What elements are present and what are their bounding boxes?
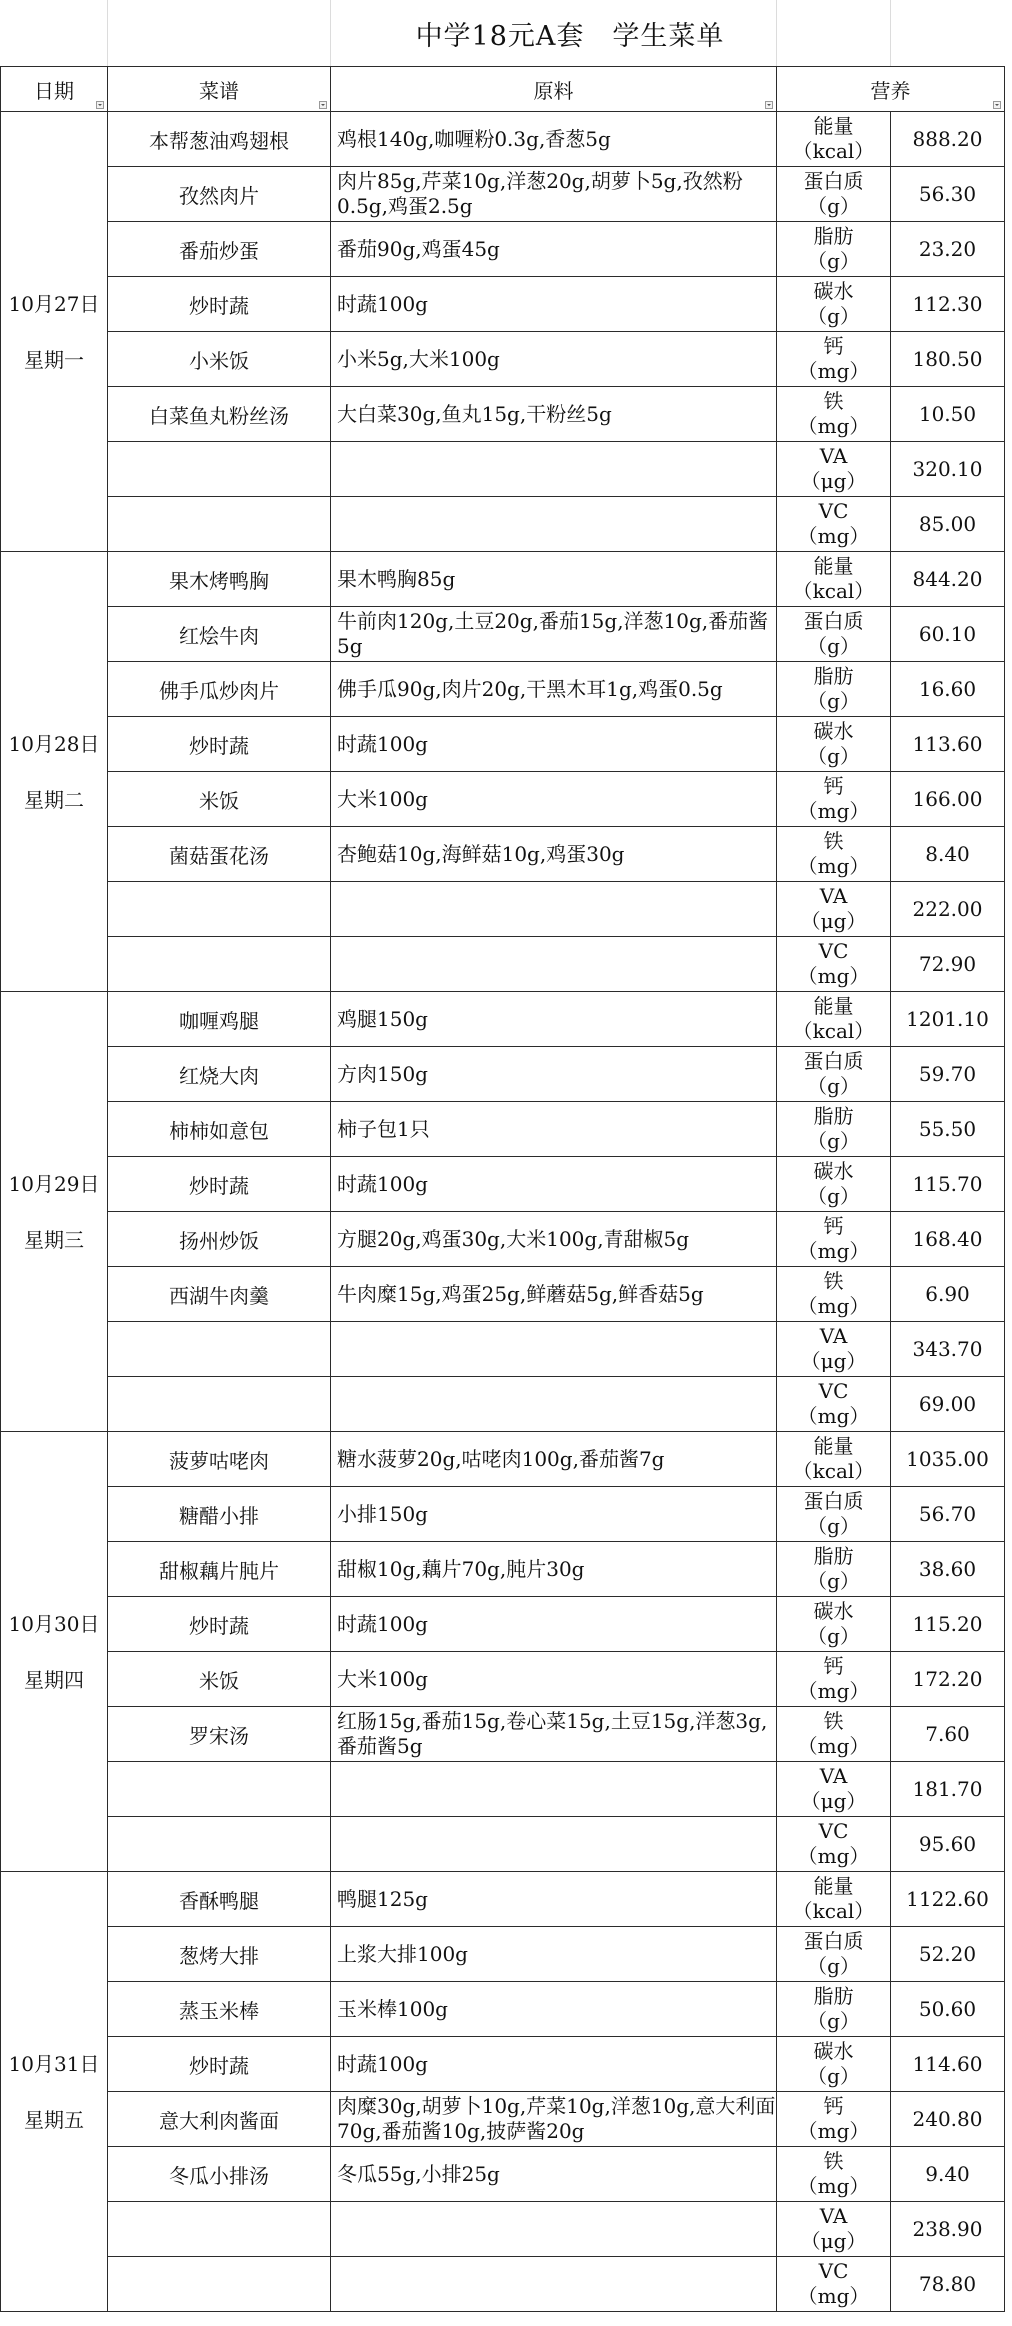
ingredients-cell[interactable]: 小米5g,大米100g (331, 332, 777, 387)
table-row (1, 1597, 1005, 1652)
nutrient-value-cell[interactable]: 181.70 (891, 1762, 1005, 1817)
title-row (0, 0, 1012, 66)
dish-name-cell[interactable]: 扬州炒饭 (108, 1212, 331, 1267)
table-row (1, 442, 1005, 497)
nutrient-value-cell[interactable]: 343.70 (891, 1322, 1005, 1377)
nutrient-name-cell[interactable]: 碳水 （g） (777, 717, 891, 772)
nutrient-name-cell[interactable]: 能量 （kcal） (777, 1432, 891, 1487)
weekday-label: 星期三 (24, 1227, 84, 1252)
weekday-label: 星期二 (24, 787, 84, 812)
table-row (1, 992, 1005, 1047)
date-label: 10月27日 (8, 291, 100, 316)
dish-name-cell[interactable]: 罗宋汤 (108, 1707, 331, 1762)
ingredients-cell[interactable]: 甜椒10g,藕片70g,肫片30g (331, 1542, 777, 1597)
nutrient-value-cell[interactable]: 112.30 (891, 277, 1005, 332)
ingredients-cell[interactable] (331, 497, 777, 552)
ingredients-cell[interactable]: 玉米棒100g (331, 1982, 777, 2037)
table-row (1, 1762, 1005, 1817)
dish-name-cell[interactable] (108, 497, 331, 552)
ingredients-cell[interactable]: 红肠15g,番茄15g,卷心菜15g,土豆15g,洋葱3g,番茄酱5g (331, 1707, 777, 1762)
dish-name-cell[interactable]: 香酥鸭腿 (108, 1872, 331, 1927)
nutrient-value-cell[interactable]: 6.90 (891, 1267, 1005, 1322)
table-row (1, 1817, 1005, 1872)
dish-name-cell[interactable]: 米饭 (108, 772, 331, 827)
dish-name-cell[interactable]: 炒时蔬 (108, 717, 331, 772)
nutrient-value-cell[interactable]: 222.00 (891, 882, 1005, 937)
ingredients-cell[interactable]: 上浆大排100g (331, 1927, 777, 1982)
table-row (1, 662, 1005, 717)
nutrient-name-cell[interactable]: VC （mg） (777, 937, 891, 992)
nutrient-value-cell[interactable]: 1201.10 (891, 992, 1005, 1047)
ingredients-cell[interactable]: 糖水菠萝20g,咕咾肉100g,番茄酱7g (331, 1432, 777, 1487)
nutrient-name-cell[interactable]: 碳水 （g） (777, 1597, 891, 1652)
nutrient-value-cell[interactable]: 113.60 (891, 717, 1005, 772)
table-row (1, 717, 1005, 772)
table-row (1, 882, 1005, 937)
weekday-label: 星期五 (24, 2107, 84, 2132)
ingredients-cell[interactable]: 大米100g (331, 1652, 777, 1707)
nutrient-name-cell[interactable]: 能量 （kcal） (777, 992, 891, 1047)
nutrient-value-cell[interactable]: 1122.60 (891, 1872, 1005, 1927)
nutrient-name-cell[interactable]: 能量 （kcal） (777, 1872, 891, 1927)
table-row (1, 1872, 1005, 1927)
nutrient-value-cell[interactable]: 78.80 (891, 2257, 1005, 2312)
ingredients-cell[interactable]: 大米100g (331, 772, 777, 827)
nutrient-name-cell[interactable]: 脂肪 （g） (777, 1542, 891, 1597)
dish-name-cell[interactable]: 糖醋小排 (108, 1487, 331, 1542)
nutrient-name-cell[interactable]: VC （mg） (777, 2257, 891, 2312)
dish-name-cell[interactable] (108, 1817, 331, 1872)
dish-name-cell[interactable]: 炒时蔬 (108, 277, 331, 332)
nutrient-name-cell[interactable]: 铁 （mg） (777, 1267, 891, 1322)
filter-dropdown-icon[interactable] (319, 101, 327, 109)
table-row (1, 2092, 1005, 2147)
dish-name-cell[interactable] (108, 1762, 331, 1817)
ingredients-cell[interactable]: 时蔬100g (331, 277, 777, 332)
dish-name-cell[interactable] (108, 882, 331, 937)
ingredients-cell[interactable]: 冬瓜55g,小排25g (331, 2147, 777, 2202)
ingredients-cell[interactable]: 方腿20g,鸡蛋30g,大米100g,青甜椒5g (331, 1212, 777, 1267)
ingredients-cell[interactable]: 时蔬100g (331, 717, 777, 772)
ingredients-cell[interactable] (331, 2257, 777, 2312)
nutrient-value-cell[interactable]: 60.10 (891, 607, 1005, 662)
table-row (1, 1707, 1005, 1762)
table-row (1, 937, 1005, 992)
nutrient-value-cell[interactable]: 320.10 (891, 442, 1005, 497)
date-label: 10月28日 (8, 731, 100, 756)
nutrient-value-cell[interactable]: 38.60 (891, 1542, 1005, 1597)
nutrient-value-cell[interactable]: 7.60 (891, 1707, 1005, 1762)
nutrient-name-cell[interactable]: 碳水 （g） (777, 2037, 891, 2092)
menu-table (0, 66, 1005, 2312)
dish-name-cell[interactable]: 佛手瓜炒肉片 (108, 662, 331, 717)
ingredients-cell[interactable] (331, 937, 777, 992)
date-cell[interactable] (1, 1432, 108, 1872)
table-row (1, 1652, 1005, 1707)
date-column-header[interactable]: 日期 (1, 67, 108, 112)
dish-name-cell[interactable]: 菠萝咕咾肉 (108, 1432, 331, 1487)
table-row (1, 1487, 1005, 1542)
ingredients-cell[interactable]: 大白菜30g,鱼丸15g,干粉丝5g (331, 387, 777, 442)
date-cell[interactable] (1, 112, 108, 552)
dish-name-cell[interactable]: 甜椒藕片肫片 (108, 1542, 331, 1597)
ingredients-cell[interactable]: 柿子包1只 (331, 1102, 777, 1157)
ingredients-cell[interactable]: 果木鸭胸85g (331, 552, 777, 607)
nutrient-name-cell[interactable]: 铁 （mg） (777, 387, 891, 442)
dish-name-cell[interactable]: 本帮葱油鸡翅根 (108, 112, 331, 167)
date-label: 10月30日 (8, 1611, 100, 1636)
nutrient-name-cell[interactable]: 能量 （kcal） (777, 112, 891, 167)
nutrient-name-cell[interactable]: 钙 （mg） (777, 1212, 891, 1267)
dish-name-cell[interactable]: 菌菇蛋花汤 (108, 827, 331, 882)
nutrient-value-cell[interactable]: 240.80 (891, 2092, 1005, 2147)
nutrient-name-cell[interactable]: 蛋白质 （g） (777, 1047, 891, 1102)
dish-name-cell[interactable]: 冬瓜小排汤 (108, 2147, 331, 2202)
dish-name-cell[interactable]: 番茄炒蛋 (108, 222, 331, 277)
ingredients-cell[interactable] (331, 1817, 777, 1872)
dish-name-cell[interactable]: 米饭 (108, 1652, 331, 1707)
dish-name-cell[interactable]: 炒时蔬 (108, 2037, 331, 2092)
nutrient-value-cell[interactable]: 888.20 (891, 112, 1005, 167)
table-row (1, 772, 1005, 827)
table-row (1, 1377, 1005, 1432)
table-row (1, 277, 1005, 332)
nutrient-name-cell[interactable]: 钙 （mg） (777, 2092, 891, 2147)
dish-column-header[interactable]: 菜谱 (108, 67, 331, 112)
header-row (1, 67, 1005, 112)
ingredients-cell[interactable]: 时蔬100g (331, 1157, 777, 1212)
nutrient-name-cell[interactable]: 蛋白质 （g） (777, 167, 891, 222)
dish-name-cell[interactable] (108, 1322, 331, 1377)
nutrient-value-cell[interactable]: 166.00 (891, 772, 1005, 827)
ingredients-cell[interactable]: 时蔬100g (331, 2037, 777, 2092)
nutrient-value-cell[interactable]: 59.70 (891, 1047, 1005, 1102)
dish-name-cell[interactable]: 葱烤大排 (108, 1927, 331, 1982)
nutrition-column-header[interactable]: 营养 (777, 67, 1005, 112)
nutrient-name-cell[interactable]: VA （μg） (777, 442, 891, 497)
dish-name-cell[interactable] (108, 442, 331, 497)
nutrient-name-cell[interactable]: 铁 （mg） (777, 827, 891, 882)
nutrient-name-cell[interactable]: 碳水 （g） (777, 277, 891, 332)
nutrient-name-cell[interactable]: 钙 （mg） (777, 1652, 891, 1707)
ingredients-column-header[interactable]: 原料 (331, 67, 777, 112)
table-row (1, 1982, 1005, 2037)
nutrient-value-cell[interactable]: 23.20 (891, 222, 1005, 277)
nutrient-value-cell[interactable]: 50.60 (891, 1982, 1005, 2037)
table-row (1, 1212, 1005, 1267)
nutrient-name-cell[interactable]: VC （mg） (777, 1377, 891, 1432)
table-row (1, 387, 1005, 442)
table-row (1, 332, 1005, 387)
dish-name-cell[interactable]: 小米饭 (108, 332, 331, 387)
ingredients-cell[interactable] (331, 1322, 777, 1377)
table-row (1, 1157, 1005, 1212)
nutrient-name-cell[interactable]: 蛋白质 （g） (777, 1487, 891, 1542)
nutrient-value-cell[interactable]: 56.70 (891, 1487, 1005, 1542)
date-cell[interactable] (1, 552, 108, 992)
ingredients-cell[interactable]: 佛手瓜90g,肉片20g,干黑木耳1g,鸡蛋0.5g (331, 662, 777, 717)
filter-dropdown-icon[interactable] (765, 101, 773, 109)
dish-name-cell[interactable] (108, 2257, 331, 2312)
ingredients-cell[interactable]: 鸡根140g,咖喱粉0.3g,香葱5g (331, 112, 777, 167)
table-row (1, 1267, 1005, 1322)
nutrient-name-cell[interactable]: 脂肪 （g） (777, 662, 891, 717)
ingredients-cell[interactable]: 肉糜30g,胡萝卜10g,芹菜10g,洋葱10g,意大利面70g,番茄酱10g,披萨酱20g (331, 2092, 777, 2147)
ingredients-cell[interactable]: 小排150g (331, 1487, 777, 1542)
nutrient-value-cell[interactable]: 52.20 (891, 1927, 1005, 1982)
table-row (1, 497, 1005, 552)
nutrient-value-cell[interactable]: 115.70 (891, 1157, 1005, 1212)
table-row (1, 1322, 1005, 1377)
table-row (1, 112, 1005, 167)
dish-name-cell[interactable]: 蒸玉米棒 (108, 1982, 331, 2037)
nutrient-name-cell[interactable]: 钙 （mg） (777, 332, 891, 387)
dish-name-cell[interactable] (108, 2202, 331, 2257)
weekday-label: 星期一 (24, 347, 84, 372)
nutrient-value-cell[interactable]: 844.20 (891, 552, 1005, 607)
ingredients-cell[interactable]: 肉片85g,芹菜10g,洋葱20g,胡萝卜5g,孜然粉0.5g,鸡蛋2.5g (331, 167, 777, 222)
table-row (1, 1102, 1005, 1157)
dish-name-cell[interactable] (108, 1377, 331, 1432)
nutrient-name-cell[interactable]: 蛋白质 （g） (777, 607, 891, 662)
nutrient-value-cell[interactable]: 168.40 (891, 1212, 1005, 1267)
nutrient-name-cell[interactable]: 脂肪 （g） (777, 1102, 891, 1157)
filter-dropdown-icon[interactable] (96, 101, 104, 109)
nutrient-name-cell[interactable]: 蛋白质 （g） (777, 1927, 891, 1982)
nutrient-value-cell[interactable]: 55.50 (891, 1102, 1005, 1157)
table-row (1, 1432, 1005, 1487)
nutrient-value-cell[interactable]: 85.00 (891, 497, 1005, 552)
table-row (1, 1542, 1005, 1597)
nutrient-value-cell[interactable]: 180.50 (891, 332, 1005, 387)
dish-name-cell[interactable]: 柿柿如意包 (108, 1102, 331, 1157)
table-row (1, 167, 1005, 222)
dish-name-cell[interactable]: 白菜鱼丸粉丝汤 (108, 387, 331, 442)
table-row (1, 2147, 1005, 2202)
nutrient-value-cell[interactable]: 172.20 (891, 1652, 1005, 1707)
dish-name-cell[interactable]: 西湖牛肉羹 (108, 1267, 331, 1322)
dish-name-cell[interactable]: 炒时蔬 (108, 1157, 331, 1212)
menu-title: 中学18元A套 学生菜单 (415, 21, 725, 52)
ingredients-cell[interactable]: 鸡腿150g (331, 992, 777, 1047)
nutrient-name-cell[interactable]: VA （μg） (777, 2202, 891, 2257)
nutrient-name-cell[interactable]: VC （mg） (777, 1817, 891, 1872)
date-cell[interactable] (1, 992, 108, 1432)
nutrient-value-cell[interactable]: 72.90 (891, 937, 1005, 992)
table-row (1, 2037, 1005, 2092)
dish-name-cell[interactable]: 红烩牛肉 (108, 607, 331, 662)
table-row (1, 827, 1005, 882)
nutrient-value-cell[interactable]: 10.50 (891, 387, 1005, 442)
dish-name-cell[interactable]: 孜然肉片 (108, 167, 331, 222)
nutrient-value-cell[interactable]: 16.60 (891, 662, 1005, 717)
table-row (1, 222, 1005, 277)
dish-name-cell[interactable]: 炒时蔬 (108, 1597, 331, 1652)
date-cell[interactable] (1, 1872, 108, 2312)
filter-dropdown-icon[interactable] (993, 101, 1001, 109)
nutrient-value-cell[interactable]: 238.90 (891, 2202, 1005, 2257)
date-label: 10月31日 (8, 2051, 100, 2076)
ingredients-cell[interactable] (331, 442, 777, 497)
nutrient-name-cell[interactable]: 铁 （mg） (777, 1707, 891, 1762)
ingredients-cell[interactable] (331, 2202, 777, 2257)
ingredients-cell[interactable]: 番茄90g,鸡蛋45g (331, 222, 777, 277)
ingredients-cell[interactable]: 牛前肉120g,土豆20g,番茄15g,洋葱10g,番茄酱5g (331, 607, 777, 662)
ingredients-cell[interactable] (331, 1377, 777, 1432)
table-row (1, 552, 1005, 607)
dish-name-cell[interactable] (108, 937, 331, 992)
nutrient-name-cell[interactable]: 脂肪 （g） (777, 222, 891, 277)
nutrient-value-cell[interactable]: 8.40 (891, 827, 1005, 882)
ingredients-cell[interactable]: 鸭腿125g (331, 1872, 777, 1927)
table-row (1, 2202, 1005, 2257)
nutrient-value-cell[interactable]: 1035.00 (891, 1432, 1005, 1487)
ingredients-cell[interactable]: 方肉150g (331, 1047, 777, 1102)
table-row (1, 607, 1005, 662)
nutrient-name-cell[interactable]: VA （μg） (777, 1322, 891, 1377)
table-row (1, 1047, 1005, 1102)
nutrient-value-cell[interactable]: 69.00 (891, 1377, 1005, 1432)
nutrient-name-cell[interactable]: VA （μg） (777, 1762, 891, 1817)
nutrient-value-cell[interactable]: 95.60 (891, 1817, 1005, 1872)
ingredients-cell[interactable]: 杏鲍菇10g,海鲜菇10g,鸡蛋30g (331, 827, 777, 882)
dish-name-cell[interactable]: 咖喱鸡腿 (108, 992, 331, 1047)
table-row (1, 1927, 1005, 1982)
ingredients-cell[interactable]: 牛肉糜15g,鸡蛋25g,鲜蘑菇5g,鲜香菇5g (331, 1267, 777, 1322)
dish-name-cell[interactable]: 意大利肉酱面 (108, 2092, 331, 2147)
date-label: 10月29日 (8, 1171, 100, 1196)
nutrient-value-cell[interactable]: 114.60 (891, 2037, 1005, 2092)
ingredients-cell[interactable] (331, 1762, 777, 1817)
nutrient-name-cell[interactable]: 钙 （mg） (777, 772, 891, 827)
nutrient-value-cell[interactable]: 56.30 (891, 167, 1005, 222)
nutrient-name-cell[interactable]: 铁 （mg） (777, 2147, 891, 2202)
dish-name-cell[interactable]: 红烧大肉 (108, 1047, 331, 1102)
nutrient-name-cell[interactable]: VA （μg） (777, 882, 891, 937)
ingredients-cell[interactable] (331, 882, 777, 937)
dish-name-cell[interactable]: 果木烤鸭胸 (108, 552, 331, 607)
nutrient-value-cell[interactable]: 115.20 (891, 1597, 1005, 1652)
nutrient-name-cell[interactable]: VC （mg） (777, 497, 891, 552)
nutrient-name-cell[interactable]: 能量 （kcal） (777, 552, 891, 607)
nutrient-value-cell[interactable]: 9.40 (891, 2147, 1005, 2202)
nutrient-name-cell[interactable]: 脂肪 （g） (777, 1982, 891, 2037)
ingredients-cell[interactable]: 时蔬100g (331, 1597, 777, 1652)
weekday-label: 星期四 (24, 1667, 84, 1692)
menu-body (1, 112, 1005, 2312)
table-row (1, 2257, 1005, 2312)
nutrient-name-cell[interactable]: 碳水 （g） (777, 1157, 891, 1212)
